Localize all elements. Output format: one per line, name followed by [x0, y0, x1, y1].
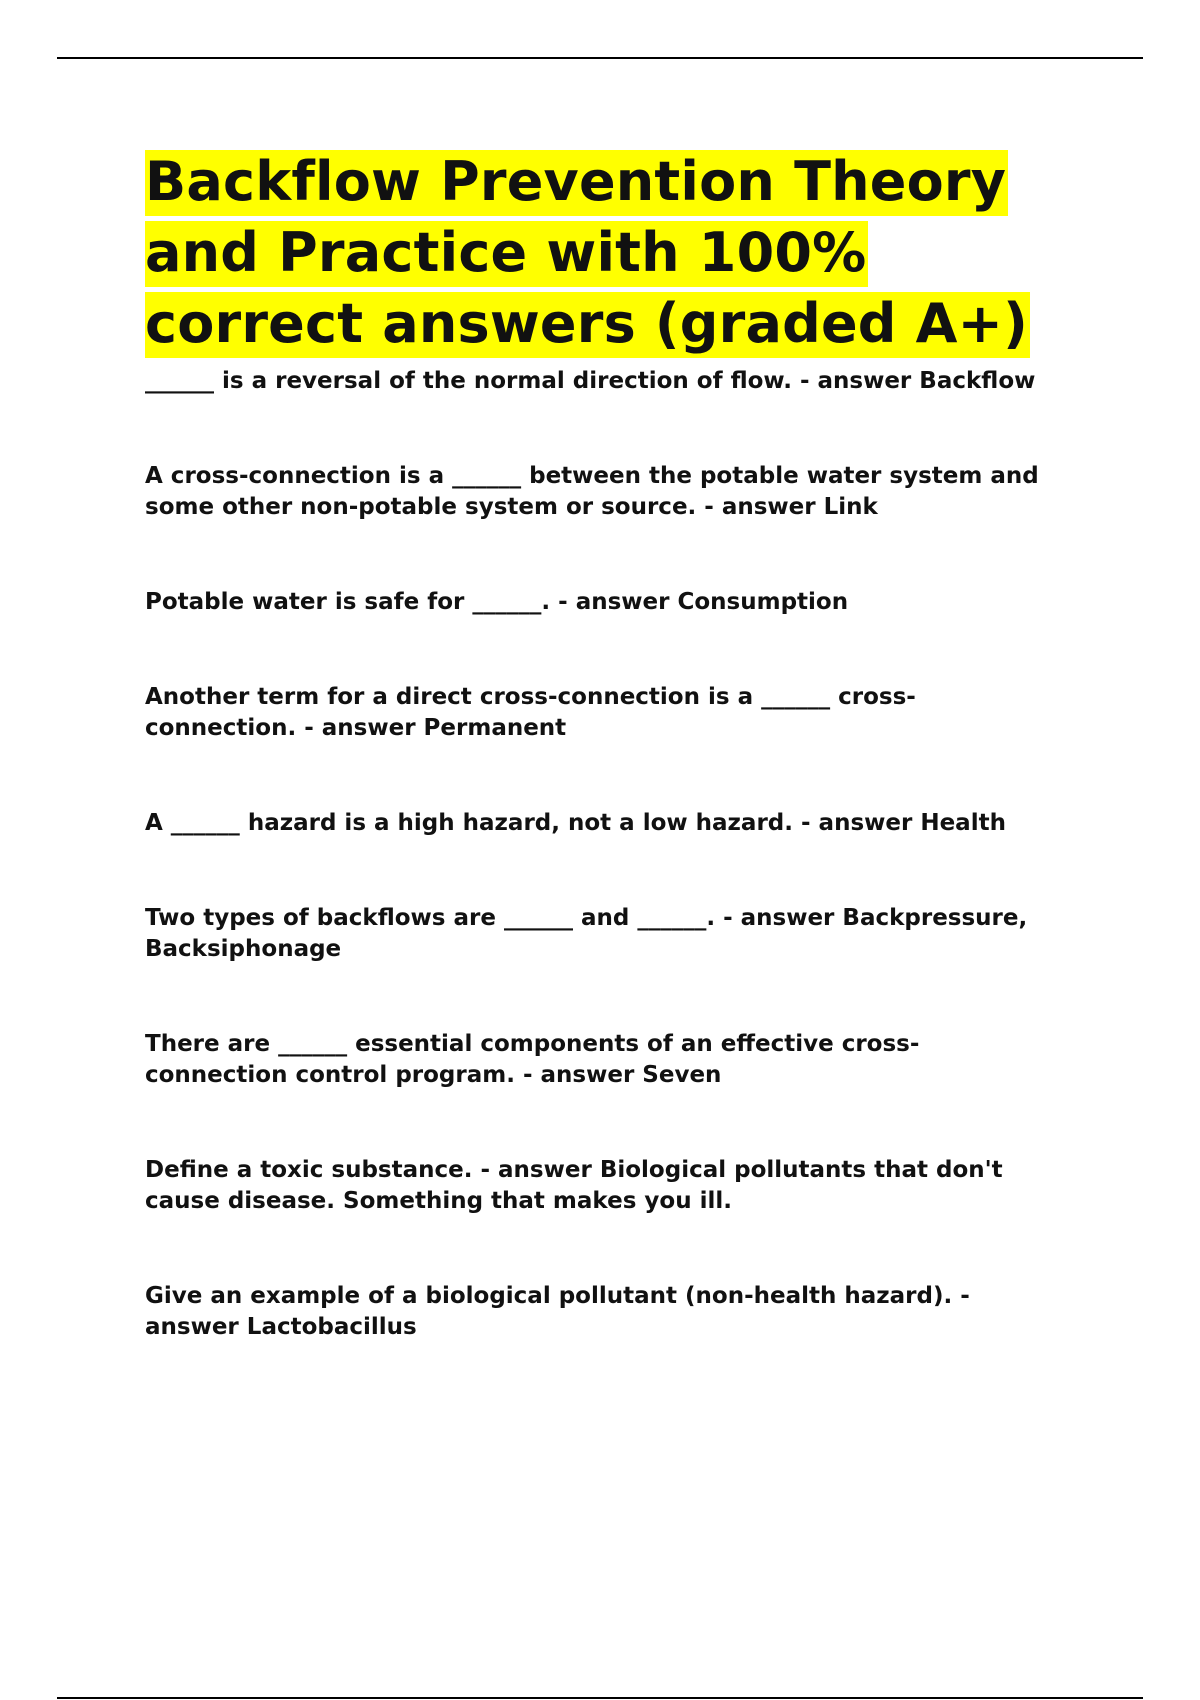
title-highlight: and Practice with 100%	[145, 221, 868, 287]
qa-item-3: Potable water is safe for ______. - answer Consumption	[145, 589, 849, 615]
title-highlight: Backflow Prevention Theory	[145, 150, 1008, 216]
qa-item-5: A ______ hazard is a high hazard, not a low hazard. - answer Health	[145, 810, 1006, 836]
qa-item-8: Define a toxic substance. - answer Biological pollutants that don't cause disease. Something that makes you ill.	[145, 1157, 1003, 1214]
title-line-1	[145, 146, 1008, 217]
title-line-2	[145, 217, 868, 288]
document-title	[145, 146, 1095, 359]
qa-item-2: A cross-connection is a ______ between the potable water system and some other non-potable system or source. - answer Link	[145, 463, 1039, 520]
qa-item-4: Another term for a direct cross-connection is a ______ cross- connection. - answer Permanent	[145, 684, 916, 741]
footer-rule	[57, 1697, 1143, 1699]
title-highlight: correct answers (graded A+)	[145, 292, 1030, 358]
question-answer-list	[145, 366, 1095, 1343]
header-rule	[57, 57, 1143, 59]
title-line-3	[145, 288, 1030, 359]
qa-item-6: Two types of backflows are ______ and ______. - answer Backpressure, Backsiphonage	[145, 905, 1028, 962]
document-body	[145, 146, 1095, 1407]
qa-item-1: ______ is a reversal of the normal direction of flow. - answer Backflow	[145, 368, 1036, 394]
qa-item-9: Give an example of a biological pollutant (non-health hazard). - answer Lactobacillus	[145, 1283, 970, 1340]
qa-item-7: There are ______ essential components of an effective cross- connection control program. - answer Seven	[145, 1031, 920, 1088]
